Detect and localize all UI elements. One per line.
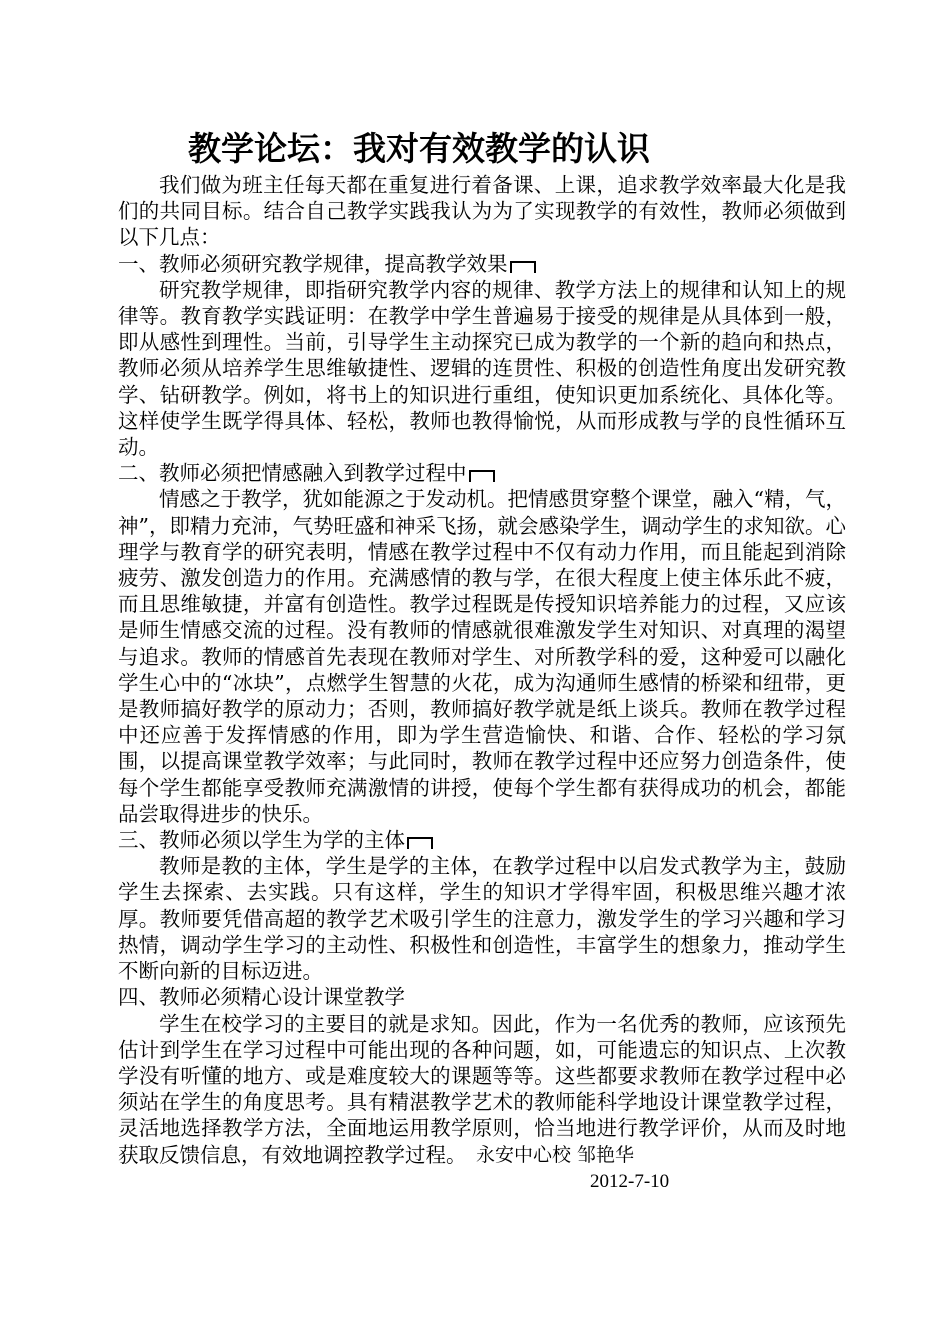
section-heading-1 — [118, 251, 846, 277]
section-heading-2 — [118, 460, 846, 486]
section-paragraph-3: 教师是教的主体，学生是学的主体，在教学过程中以启发式教学为主，鼓励学生去探索、去实践。只有这样，学生的知识才学得牢固，积极思维兴趣才浓厚。教师要凭借高超的教学艺术吸引学生的注意力，激发学生的学习兴趣和学习热情，调动学生学习的主动性、积极性和创造性，丰富学生的想象力，推动学生不断向新的目标迈进。 — [118, 854, 846, 984]
section-heading-4 — [118, 984, 846, 1010]
section-heading-2-text: 二、教师必须把情感融入到教学过程中 — [118, 461, 467, 486]
paragraph-mark-icon — [407, 837, 433, 849]
section-paragraph-4: 学生在校学习的主要目的就是求知。因此，作为一名优秀的教师，应该预先估计到学生在学习过程中可能出现的各种问题，如，可能遗忘的知识点、上次教学没有听懂的地方、或是难度较大的课题等等。这些都要求教师在教学过程中必须站在学生的角度思考。具有精湛教学艺术的教师能科学地设计课堂教学过程，灵活地选择教学方法，全面地运用教学原则，恰当地进行教学评价，从而及时地获取反馈信息，有效地调控教学过程。 — [118, 1011, 846, 1167]
author-signature: 永安中心校 邹艳华 — [476, 1144, 635, 1166]
intro-paragraph: 我们做为班主任每天都在重复进行着备课、上课，追求教学效率最大化是我们的共同目标。结合自己教学实践我认为为了实现教学的有效性，教师必须做到以下几点： — [118, 173, 846, 250]
section-heading-1-text: 一、教师必须研究教学规律，提高教学效果 — [118, 251, 508, 276]
section-paragraph-2: 情感之于教学，犹如能源之于发动机。把情感贯穿整个课堂，融入“精，气，神”，即精力充沛，气势旺盛和神采飞扬，就会感染学生，调动学生的求知欲。心理学与教育学的研究表明，情感在教学过程中不仅有动力作用，而且能起到消除疲劳、激发创造力的作用。充满感情的教与学，在很大程度上使主体乐此不疲，而且思维敏捷，并富有创造性。教学过程既是传授知识培养能力的过程，又应该是师生情感交流的过程。没有教师的情感就很难激发学生对知识、对真理的渴望与追求。教师的情感首先表现在教师对学生、对所教学科的爱，这种爱可以融化学生心中的“冰块”，点燃学生智慧的火花，成为沟通师生感情的桥梁和纽带，更是教师搞好教学的原动力；否则，教师搞好教学就是纸上谈兵。教师在教学过程中还应善于发挥情感的作用，即为学生营造愉快、和谐、合作、轻松的学习氛围，以提高课堂教学效率；与此同时，教师在教学过程中还应努力创造条件，使每个学生都能享受教师充满激情的讲授，使每个学生都有获得成功的机会，都能品尝取得进步的快乐。 — [118, 487, 846, 826]
paragraph-mark-icon — [510, 261, 536, 273]
section-heading-4-text: 四、教师必须精心设计课堂教学 — [118, 985, 405, 1010]
paragraph-mark-icon — [469, 470, 495, 482]
section-heading-3 — [118, 827, 846, 853]
section-heading-3-text: 三、教师必须以学生为学的主体 — [118, 828, 405, 853]
document-date: 2012-7-10 — [590, 1171, 670, 1192]
document-title: 教学论坛：我对有效教学的认识 — [188, 129, 650, 168]
section-paragraph-1: 研究教学规律，即指研究教学内容的规律、教学方法上的规律和认知上的规律等。教育教学实践证明：在教学中学生普遍易于接受的规律是从具体到一般，即从感性到理性。当前，引导学生主动探究已成为教学的一个新的趋向和热点，教师必须从培养学生思维敏捷性、逻辑的连贯性、积极的创造性角度出发研究教学、钻研教学。例如，将书上的知识进行重组，使知识更加系统化、具体化等。这样使学生既学得具体、轻松，教师也教得愉悦，从而形成教与学的良性循环互动。 — [118, 277, 846, 460]
document-body — [118, 172, 846, 1168]
